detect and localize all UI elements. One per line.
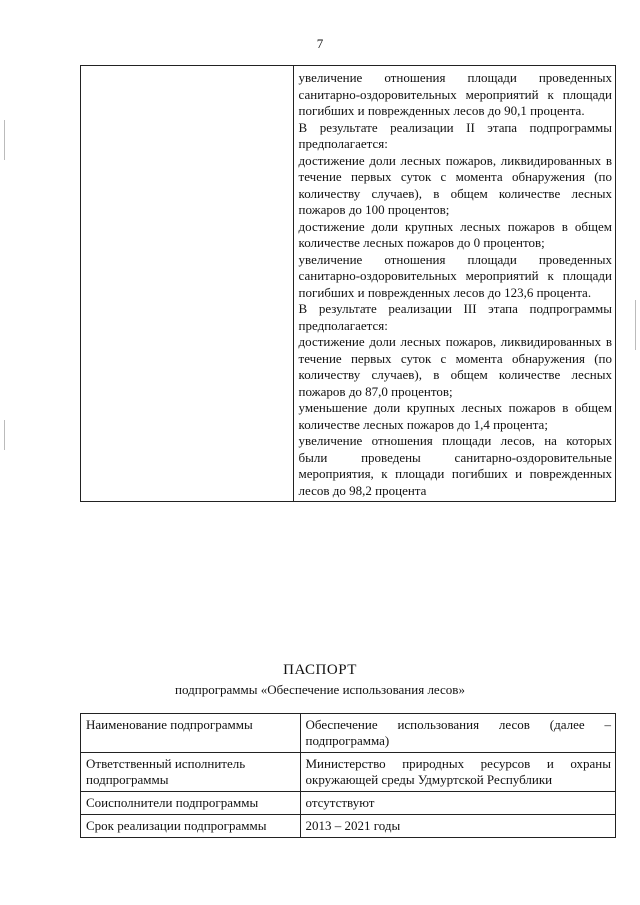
expected-result-paragraph: достижение доли лесных пожаров, ликвидированных в течение первых суток с момента обнаружения (по количеству случаев), в общем количестве лесных пожаров до 87,0 процентов; bbox=[298, 334, 612, 399]
row-label: Наименование подпрограммы bbox=[81, 714, 301, 753]
page-number: 7 bbox=[316, 36, 324, 51]
expected-result-paragraph: достижение доли лесных пожаров, ликвидированных в течение первых суток с момента обнаружения (по количеству случаев), в общем количестве лесных пожаров до 100 процентов; bbox=[298, 152, 612, 217]
row-value: отсутствуют bbox=[300, 792, 616, 815]
row-label: Соисполнители подпрограммы bbox=[81, 792, 301, 815]
expected-result-paragraph: уменьшение доли крупных лесных пожаров в общем количестве лесных пожаров до 1,4 процента; bbox=[298, 400, 612, 432]
stage-heading: В результате реализации II этапа подпрограммы предполагается: bbox=[298, 119, 612, 151]
passport-table bbox=[80, 713, 616, 838]
row-label: Срок реализации подпрограммы bbox=[81, 815, 301, 838]
passport-title: ПАСПОРТ bbox=[283, 662, 357, 678]
row-label: Ответственный исполнитель подпрограммы bbox=[81, 753, 301, 792]
expected-result-paragraph: увеличение отношения площади лесов, на которых были проведены санитарно-оздоровительные мероприятия, к площади погибших и поврежденных лесов до 98,2 процента bbox=[298, 433, 612, 498]
row-value: 2013 – 2021 годы bbox=[300, 815, 616, 838]
scan-edge-mark bbox=[635, 300, 636, 350]
passport-subtitle: подпрограммы «Обеспечение использования лесов» bbox=[175, 682, 465, 697]
row-value: Министерство природных ресурсов и охраны окружающей среды Удмуртской Республики bbox=[300, 753, 616, 792]
expected-results-cell bbox=[293, 66, 615, 502]
expected-result-paragraph: увеличение отношения площади проведенных санитарно-оздоровительных мероприятий к площади погибших и поврежденных лесов до 90,1 процента. bbox=[298, 70, 612, 118]
expected-result-paragraph: достижение доли крупных лесных пожаров в общем количестве лесных пожаров до 0 процентов; bbox=[298, 218, 612, 250]
scan-edge-mark bbox=[4, 120, 5, 160]
scan-edge-mark bbox=[4, 420, 5, 450]
table-row bbox=[81, 714, 616, 753]
expected-result-paragraph: увеличение отношения площади проведенных санитарно-оздоровительных мероприятий к площади погибших и поврежденных лесов до 123,6 процента. bbox=[298, 251, 612, 300]
row-value: Обеспечение использования лесов (далее – подпрограмма) bbox=[300, 714, 616, 753]
table-row bbox=[81, 815, 616, 838]
table-row bbox=[81, 66, 616, 502]
empty-label-cell bbox=[81, 66, 294, 502]
table-row bbox=[81, 792, 616, 815]
continuation-table bbox=[80, 65, 616, 502]
table-row bbox=[81, 753, 616, 792]
stage-heading: В результате реализации III этапа подпрограммы предполагается: bbox=[298, 301, 612, 333]
